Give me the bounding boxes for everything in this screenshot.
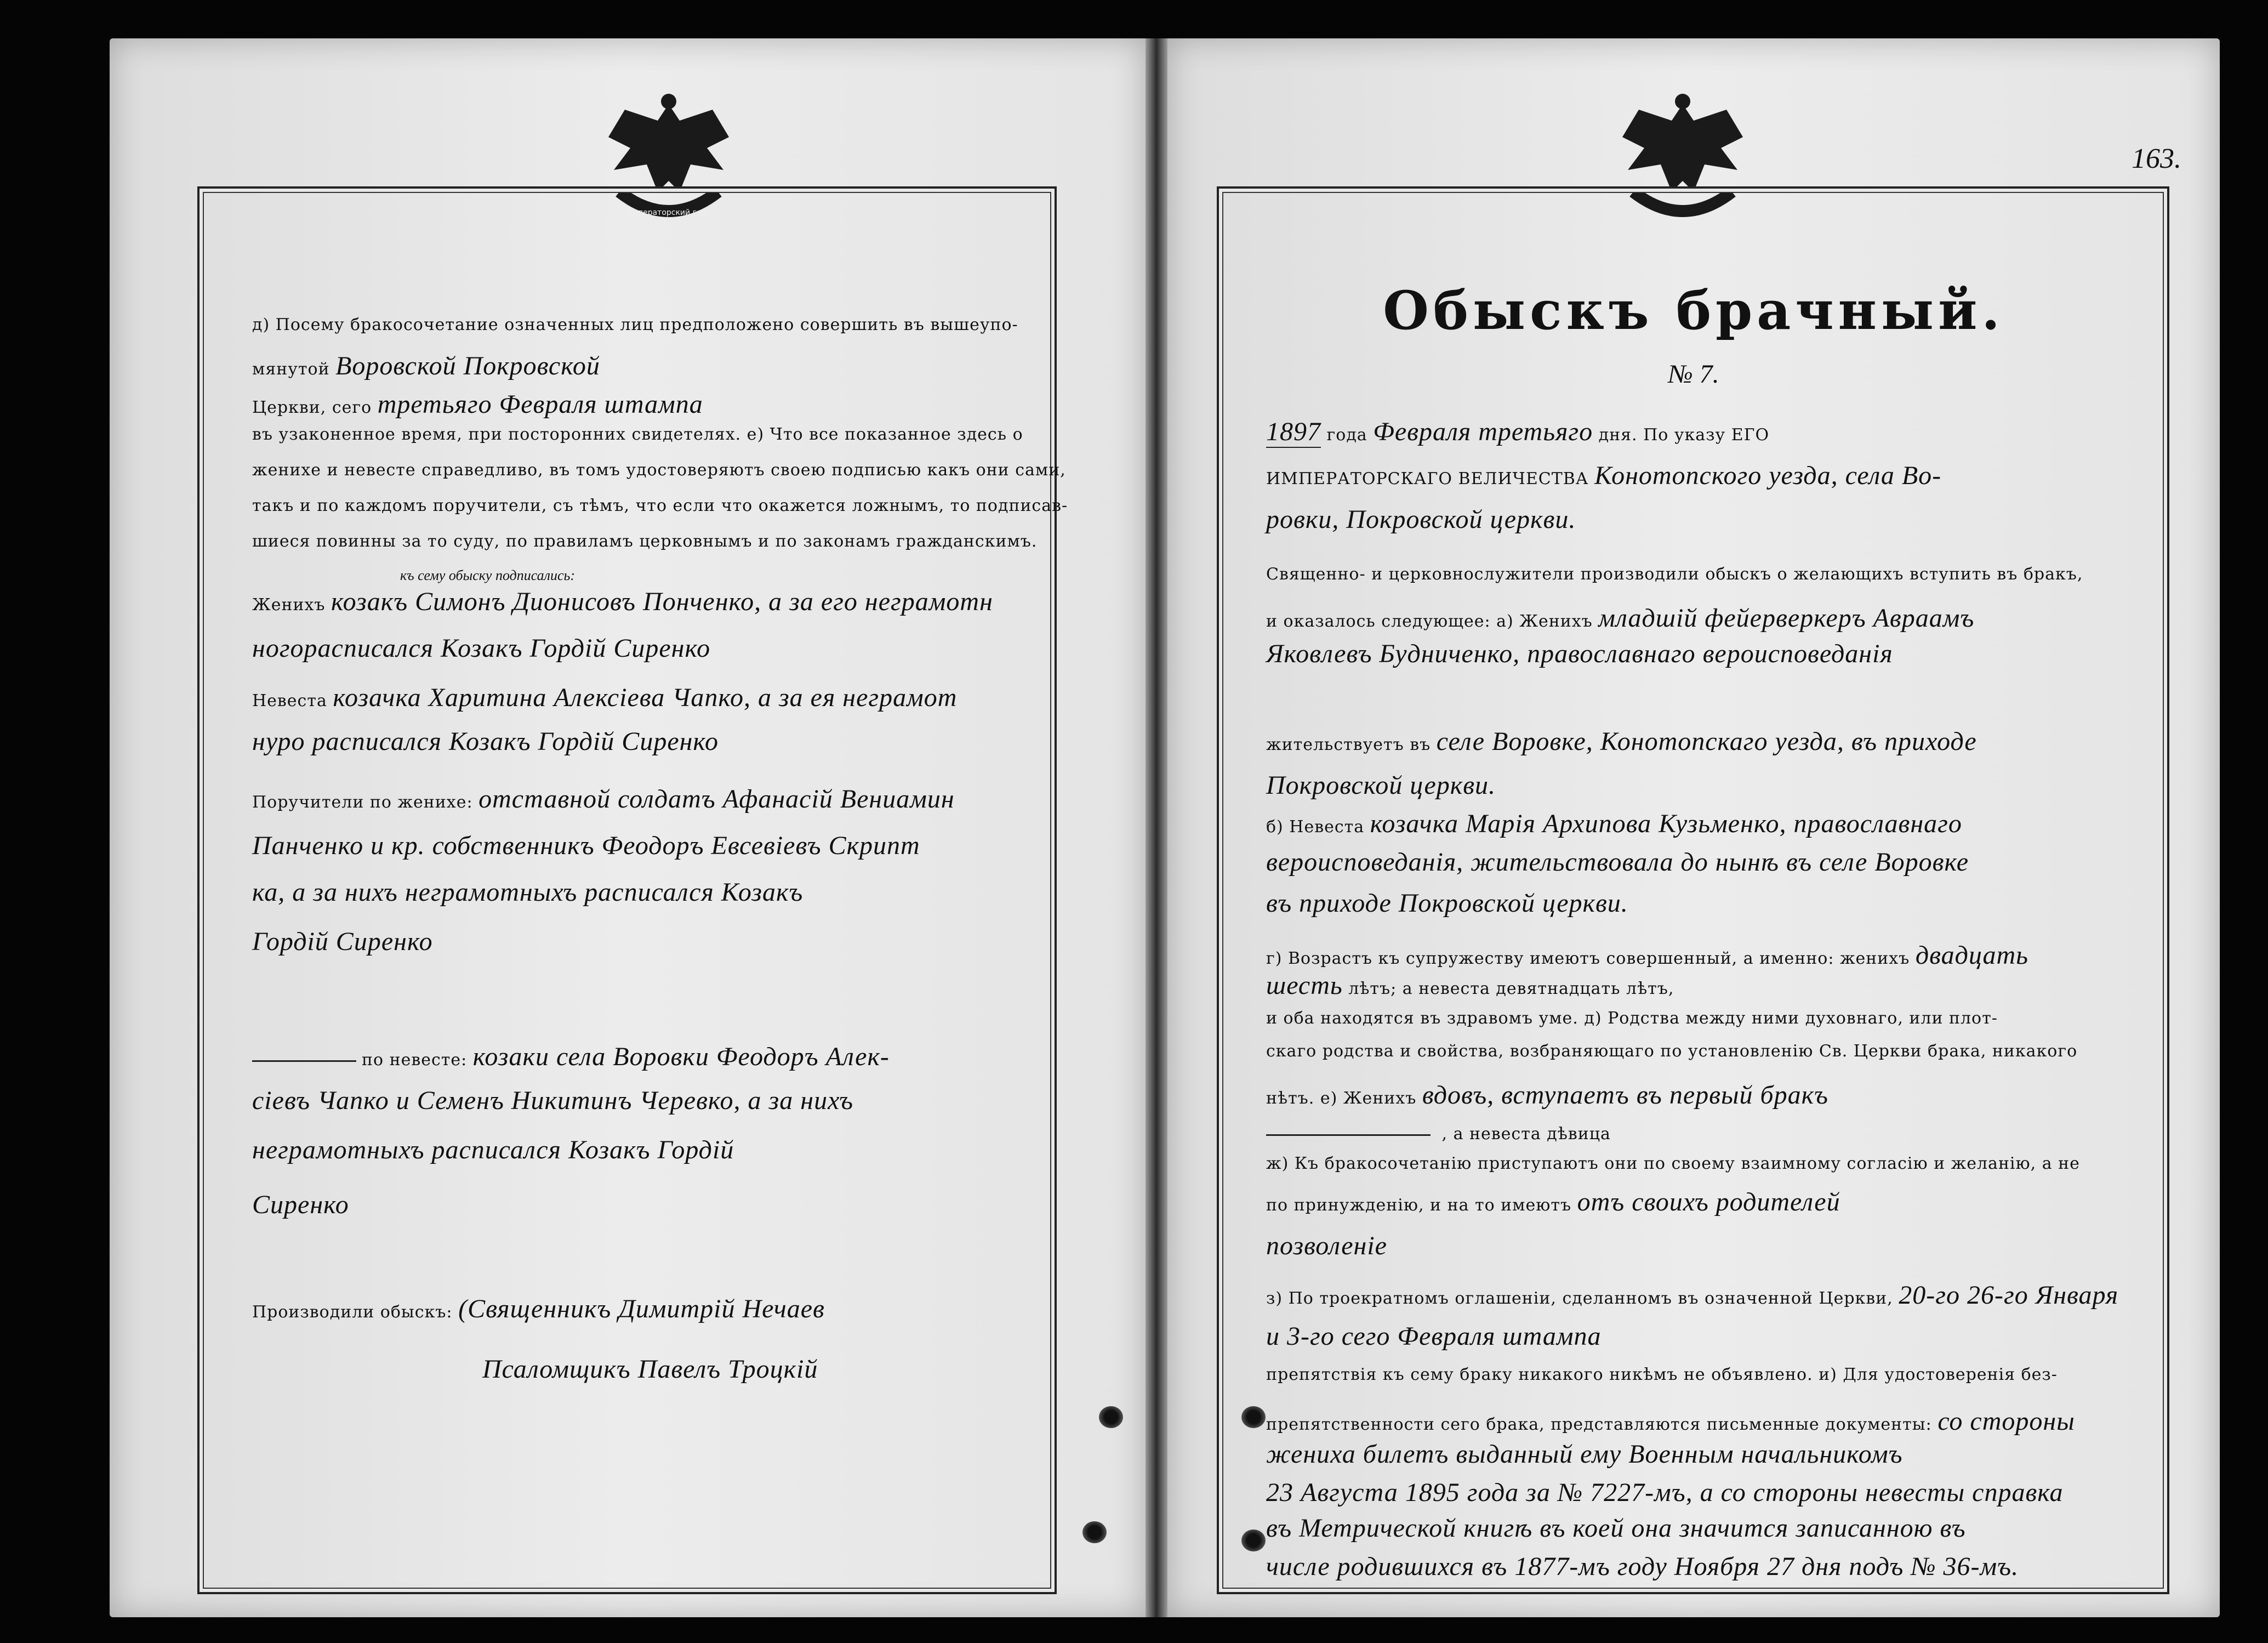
handwritten-text: двадцать: [1915, 941, 2029, 970]
dash-line: [252, 1060, 356, 1062]
handwritten-text: козачка Марiя Архипова Кузьменко, православнаго: [1370, 809, 1962, 838]
document-line: [1266, 1116, 1611, 1146]
handwritten-text: со стороны: [1938, 1407, 2075, 1436]
document-line: [252, 587, 993, 617]
printed-text: года: [1326, 425, 1367, 445]
printed-text: ж) Къ бракосочетанiю приступаютъ они по своему взаимному согласiю и желанiю, а не: [1266, 1154, 2080, 1173]
binding-hole: [1082, 1521, 1107, 1543]
document-line: [1266, 809, 1962, 839]
document-line: [1266, 639, 1893, 669]
document-line: [1266, 726, 1977, 757]
printed-text: и оба находятся въ здравомъ уме. д) Родства между ними духовнаго, или плот-: [1266, 1009, 1998, 1028]
document-line: [1266, 1439, 1903, 1469]
handwritten-text: числе родившихся въ 1877-мъ году Ноября 27 дня подъ № 36-мъ.: [1266, 1552, 2019, 1581]
left-page: [110, 38, 1146, 1617]
handwritten-text: Февраля третьяго: [1373, 417, 1593, 446]
document-line: [252, 389, 703, 419]
handwritten-text: ка, а за нихъ неграмотныхъ расписался Козакъ: [252, 878, 804, 907]
document-line: [252, 831, 920, 861]
document-line: [1266, 565, 2083, 584]
handwritten-text: Яковлевъ Будниченко, православнаго вероисповеданiя: [1266, 639, 1893, 668]
printed-text: б) Невеста: [1266, 817, 1365, 837]
document-line: [1266, 1042, 2077, 1061]
document-line: [252, 461, 1066, 480]
handwritten-text: вероисповеданiя, жительствовала до нынѣ въ селе Воровке: [1266, 848, 1969, 877]
document-line: [252, 784, 955, 814]
book-gutter: [1146, 38, 1167, 1617]
handwritten-text: сiевъ Чапко и Семенъ Никитинъ Черевко, а за нихъ: [252, 1086, 854, 1115]
handwritten-text: ровки, Покровской церкви.: [1266, 505, 1576, 534]
document-line: [1266, 1477, 2064, 1508]
document-line: [1266, 1231, 1387, 1261]
binding-hole: [1241, 1530, 1266, 1551]
document-line: [1266, 1280, 2118, 1310]
handwritten-text: Воровской Покровской: [335, 351, 600, 380]
document-line: [252, 315, 1018, 334]
record-number: № 7.: [1668, 360, 1719, 389]
printed-text: шиеся повинны за то суду, по правиламъ церковнымъ и по законамъ гражданскимъ.: [252, 532, 1038, 551]
handwritten-text: и 3-го сего Февраля штампа: [1266, 1322, 1602, 1351]
printed-text: жительствуетъ въ: [1266, 735, 1431, 754]
printed-text: г) Возрастъ къ супружеству имеютъ совершенный, а именно: женихъ: [1266, 949, 1910, 968]
printed-text: дня. По указу ЕГО: [1598, 425, 1770, 445]
printed-text: з) По троекратномъ оглашенiи, сделанномъ въ означенной Церкви,: [1266, 1289, 1893, 1308]
document-line: [1266, 1406, 2075, 1436]
printed-text: въ узаконенное время, при посторонних свидетелях. е) Что все показанное здесь о: [252, 425, 1023, 444]
document-line: [252, 532, 1037, 551]
document-line: [252, 1085, 853, 1116]
document-line: [1266, 1080, 1828, 1110]
printed-text: лѣтъ; а невеста девятнадцать лѣтъ,: [1348, 979, 1674, 998]
handwritten-text: 20-го 26-го Января: [1899, 1281, 2119, 1310]
document-line: [252, 496, 1068, 515]
handwritten-text: Сиренко: [252, 1190, 349, 1219]
document-line: [1266, 1551, 2019, 1582]
handwritten-text: позволенiе: [1266, 1231, 1387, 1260]
handwritten-text: селе Воровке, Конотопскаго уезда, въ приходе: [1436, 727, 1977, 756]
document-line: [1266, 1009, 1998, 1028]
document-line: [1266, 1321, 1602, 1351]
printed-text: скаго родства и свойства, возбраняющаго по установленiю Св. Церкви брака, никакого: [1266, 1042, 2078, 1061]
page-number: 163.: [2132, 143, 2181, 174]
document-line: [1266, 1513, 1966, 1543]
printed-text: Церкви, сего: [252, 398, 372, 417]
handwritten-text: въ приходе Покровской церкви.: [1266, 889, 1628, 918]
document-line: [252, 683, 957, 713]
handwritten-text: козаки села Воровки Феодоръ Алек-: [472, 1042, 890, 1071]
document-line: [252, 1042, 890, 1072]
printed-text: Женихъ: [252, 595, 326, 615]
handwritten-text: младшiй фейерверкеръ Авраамъ: [1598, 604, 1975, 633]
document-line: [1266, 940, 2028, 970]
margin-note: къ сему обыску подписались:: [400, 567, 575, 583]
document-line: [1266, 1187, 1840, 1217]
handwritten-text: шесть: [1266, 971, 1343, 1000]
printed-text: мянутой: [252, 360, 330, 379]
printed-text: д) Посему бракосочетание означенных лиц предположено совершить въ вышеупо-: [252, 315, 1018, 334]
handwritten-text: Гордiй Сиренко: [252, 927, 433, 956]
dash-line: [1266, 1134, 1431, 1136]
document-line: [1266, 1365, 2058, 1384]
document-line: [1266, 461, 1941, 491]
handwritten-year: 1897: [1266, 417, 1321, 448]
printed-text: женихе и невесте справедливо, въ томъ удостоверяютъ своею подписью какъ они сами,: [252, 461, 1066, 480]
document-line: [252, 425, 1023, 444]
document-line: [482, 1354, 818, 1384]
binding-hole: [1099, 1406, 1123, 1428]
binding-hole: [1241, 1406, 1266, 1428]
document-line: [252, 351, 600, 381]
handwritten-text: отъ своихъ родителей: [1577, 1187, 1840, 1216]
document-line: [1266, 970, 1674, 1000]
printed-text: Невеста: [252, 691, 327, 710]
printed-text: препятственности сего брака, представляются письменные документы:: [1266, 1415, 1932, 1434]
document-line: [252, 1190, 349, 1220]
emblem-text: Императорский герб: [626, 208, 711, 217]
handwritten-text: третьяго Февраля штампа: [377, 390, 703, 419]
document-line: [252, 877, 803, 907]
handwritten-text: въ Метрической книгѣ въ коей она значится записанною въ: [1266, 1514, 1966, 1543]
document-line: [1266, 603, 1974, 633]
handwritten-text: 23 Августа 1895 года за № 7227-мъ, а со стороны невесты справка: [1266, 1478, 2064, 1507]
handwritten-text: ногорасписался Козакъ Гордiй Сиренко: [252, 634, 711, 663]
printed-text: , а невеста дѣвица: [1441, 1124, 1611, 1144]
printed-text: Священно- и церковнослужители производили обыскъ о желающихъ вступить въ бракъ,: [1266, 565, 2083, 584]
handwritten-text: Конотопского уезда, села Во-: [1594, 461, 1942, 490]
printed-text: Поручители по женихе:: [252, 793, 473, 812]
printed-text: такъ и по каждомъ поручители, съ тѣмъ, что если что окажется ложнымъ, то подписав-: [252, 496, 1068, 515]
handwritten-text: жениха билетъ выданный ему Военным начальникомъ: [1266, 1440, 1903, 1469]
handwritten-text: Панченко и кр. собственникъ Феодоръ Евсевiевъ Скрипт: [252, 831, 920, 860]
document-line: [1266, 847, 1969, 877]
document-line: [252, 926, 433, 957]
handwritten-text: нуро расписался Козакъ Гордiй Сиренко: [252, 727, 719, 756]
printed-text: Производили обыскъ:: [252, 1303, 453, 1322]
handwritten-text: Покровской церкви.: [1266, 771, 1496, 800]
handwritten-text: вдовъ, вступаетъ въ первый бракъ: [1422, 1081, 1828, 1110]
document-line: [1266, 1154, 2080, 1173]
printed-text: ИМПЕРАТОРСКАГО ВЕЛИЧЕСТВА: [1266, 469, 1589, 488]
document-line: [252, 726, 719, 757]
document-line: [1266, 770, 1496, 800]
document-line: [1266, 504, 1576, 535]
handwritten-text: (Священникъ Димитрiй Нечаев: [458, 1294, 825, 1323]
document-line: [1266, 417, 1769, 448]
document-line: [252, 1135, 734, 1165]
page-title: Обыскъ брачный.: [1383, 280, 2004, 342]
handwritten-text: отставной солдатъ Афанасiй Вениамин: [478, 784, 955, 814]
printed-text: препятствiя къ сему браку никакого никѣмъ не объявлено. и) Для удостоверенiя без-: [1266, 1365, 2058, 1384]
handwritten-text: козакъ Симонъ Дионисовъ Понченко, а за его неграмотн: [331, 587, 993, 616]
printed-text: и оказалось следующее: а) Женихъ: [1266, 612, 1593, 631]
printed-text: по невесте:: [362, 1050, 468, 1070]
handwritten-text: неграмотныхъ расписался Козакъ Гордiй: [252, 1135, 734, 1164]
document-line: [1266, 888, 1628, 918]
printed-text: нѣтъ. е) Женихъ: [1266, 1089, 1417, 1108]
right-page: [1167, 38, 2220, 1617]
document-line: [252, 1294, 825, 1324]
document-line: [252, 633, 710, 663]
handwritten-text: козачка Харитина Алексiева Чапко, а за ея неграмот: [333, 683, 958, 712]
handwritten-text: Псаломщикъ Павелъ Троцкiй: [482, 1355, 818, 1384]
printed-text: по принужденiю, и на то имеютъ: [1266, 1196, 1572, 1215]
